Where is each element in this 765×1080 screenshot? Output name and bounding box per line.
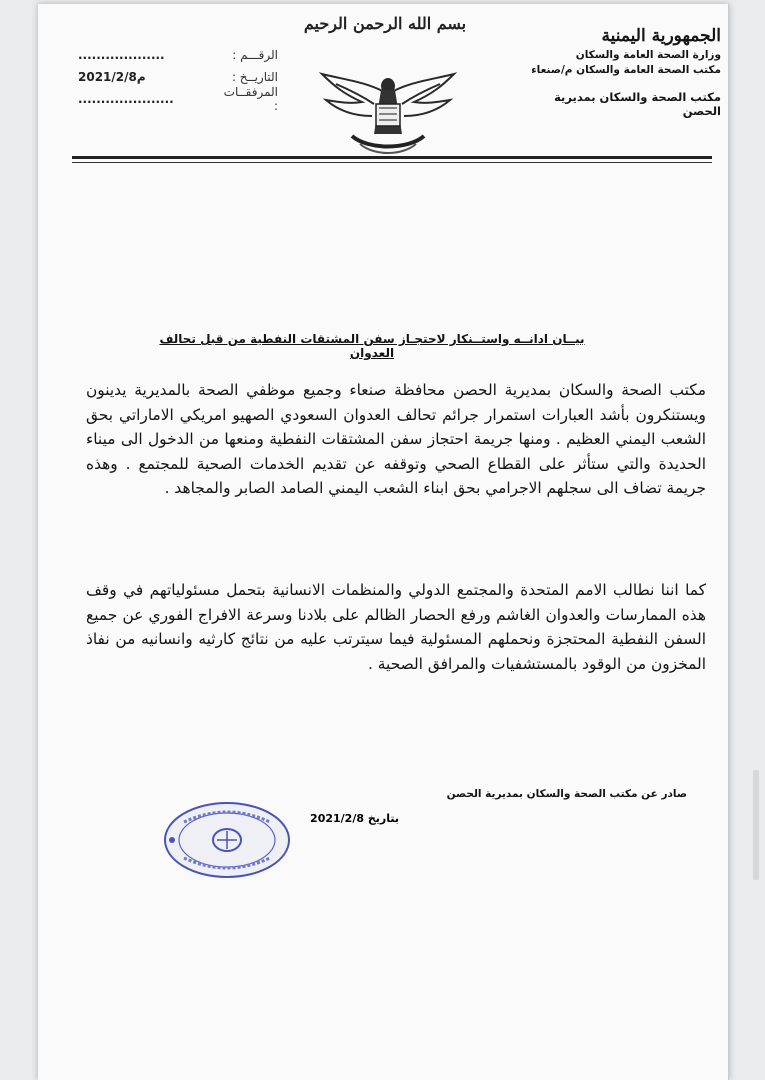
letterhead-right <box>521 26 721 118</box>
office-name: مكتب الصحة العامة والسكان م/صنعاء <box>531 64 721 76</box>
scan-edge <box>753 770 759 880</box>
ministry-name: وزارة الصحة العامة والسكان <box>575 49 721 61</box>
reference-block <box>78 44 278 113</box>
ref-label: الرقـــم : <box>232 48 278 62</box>
date-value: 2021/2/8م <box>78 70 146 84</box>
issue-date: بتاريخ 2021/2/8 <box>310 812 399 825</box>
date-label: التاريــخ : <box>231 70 278 84</box>
ref-row <box>78 44 278 66</box>
attachments-value: ..................... <box>78 92 174 106</box>
official-stamp-icon <box>162 800 292 880</box>
statement-title: بيــان ادانــه واستــنكار لاحتجـاز سفن المشتقات النفطية من قبل تحالف العدوان <box>159 332 585 360</box>
issued-by: صادر عن مكتب الصحة والسكان بمديرية الحصن <box>446 788 687 800</box>
statement-paragraph-1: مكتب الصحة والسكان بمديرية الحصن محافظة صنعاء وجميع موظفي الصحة بالمديرية يدينون ويستنكرون بأشد العبارات استمرار جرائم تحالف العدوان السعودي الصهيو امريكي الاماراتي بحق الشعب اليمني العظيم . ومنها جريمة احتجاز سفن المشتقات النفطية ومنعها من الدخول الى ميناء الحديدة والتي ستأثر على القطاع الصحي وتوقفه عن تقديم الخدمات الصحية للمجتمع . وهذه جريمة تضاف الى سجلهم الاجرامي بحق ابناء الشعب اليمني الصامد الصابر والمجاهد . <box>86 381 706 497</box>
letter-page <box>38 4 729 1080</box>
header-divider-thick <box>72 156 712 159</box>
statement-paragraph-2: كما اننا نطالب الامم المتحدة والمجتمع الدولي والمنظمات الانسانية بتحمل مسئولياتهم في وقف هذه الممارسات والعدوان الغاشم ورفع الحصار الظالم على بلادنا وسرعة الافراج الفوري عن جميع السفن النفطية المحتجزة ونحملهم المسئولية فيما سيترتب عليه من نتائج كارثيه وانسانيه من نفاذ المخزون من الوقود بالمستشفيات والمرافق الصحية . <box>86 581 706 673</box>
yemen-emblem-icon <box>316 64 460 160</box>
header-divider-thin <box>72 162 712 163</box>
attachments-label: المرفقــات : <box>223 85 278 113</box>
district-office-name: مكتب الصحة والسكان بمديرية الحصن <box>554 90 721 118</box>
attachments-row <box>78 85 278 113</box>
ref-value: ................... <box>78 48 165 62</box>
basmala: بسم الله الرحمن الرحيم <box>303 14 467 33</box>
country-name: الجمهورية اليمنية <box>601 26 721 46</box>
